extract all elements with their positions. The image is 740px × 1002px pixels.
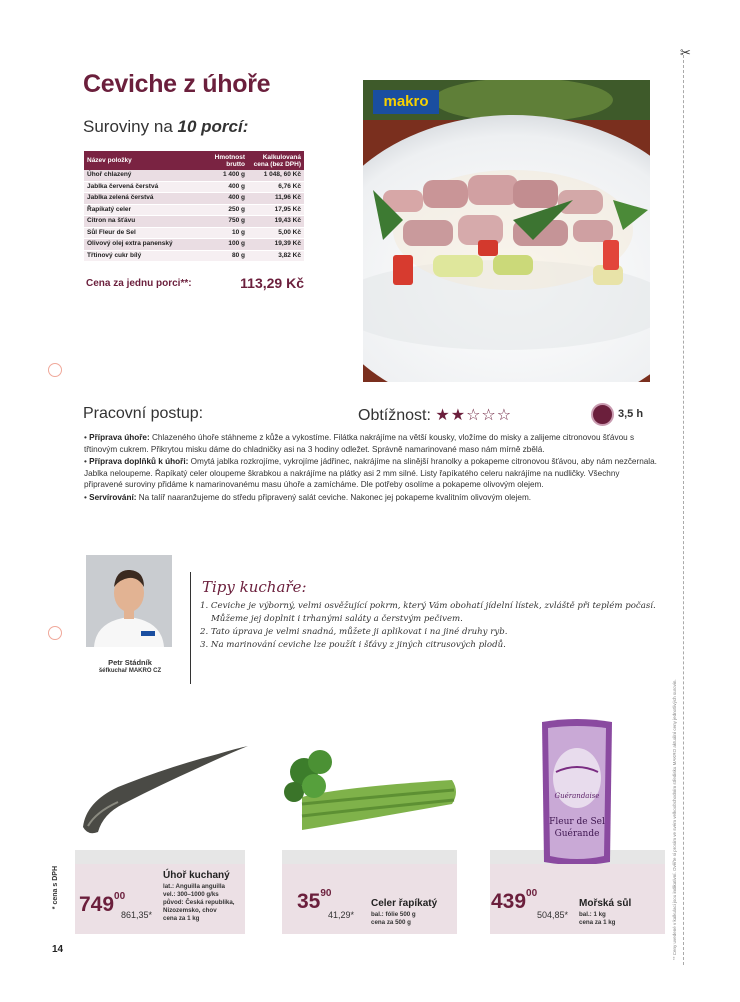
product-price-vat: 861,35* [121,910,153,920]
step-item: • Příprava úhoře: Chlazeného úhoře stáhneme z kůže a vykostíme. Filátka nakrájíme na větší kousky, vložíme do misky a zalijeme citronovou šťávou s třtinovým cukrem. Přikrytou misku dáme do chladničky asi na 3 hodiny odležet. Správně namarinované maso nám mírně zbělá. [84,433,635,454]
divider [190,572,191,684]
product-price: $35^{90}$ [297,888,332,913]
product-price-vat: 41,29* [328,910,355,920]
price-disclaimer: ** Ceny uvedené v kalkulaci jsou indikativní. Ověřte si prosím ve svém velkoobchodním středisku MAKRO aktuální ceny jednotlivých surovin. [672,679,677,960]
table-row: Olivový olej extra panenský 100 g 19,39 Kč [84,239,304,251]
dish-photo [363,80,650,382]
tip-item: 1. Ceviche je výborný, velmi osvěžující pokrm, který Vám obohatí jídelní lístek, zvláště při teplém počasí. [200,601,656,611]
product-desc: bal.: 1 kg cena za 1 kg [579,911,616,926]
chef-name: Petr Stádník [108,658,152,667]
col-header-price: Kalkulovaná cena (bez DPH) [248,151,304,170]
table-row: Třtinový cukr bílý 80 g 3,82 Kč [84,250,304,262]
product-name: Úhoř kuchaný [163,870,230,881]
product-name: Celer řapíkatý [371,898,438,909]
difficulty-label: Obtížnost: [358,407,431,424]
makro-logo: makro [373,90,439,114]
product-name: Mořská sůl [579,898,632,909]
tips-list [200,600,660,652]
ingredients-table [84,151,304,262]
method-heading: Pracovní postup: [83,405,204,422]
table-row: Sůl Fleur de Sel 10 g 5,00 Kč [84,227,304,239]
chef-role: šéfkuchař MAKRO CZ [98,668,162,674]
product-price: $749^{00}$ [79,891,126,916]
salt-package-image [538,716,616,868]
product-price: $439^{00}$ [491,888,538,913]
chef-photo [86,555,172,647]
tip-item: Můžeme jej doplnit i trhanými saláty a čerstvým pečivem. [211,614,463,624]
vat-note: * cena s DPH [52,866,59,910]
cut-line [683,55,684,965]
portion-price-label: Cena za jednu porci**: [86,278,192,289]
product-price-vat: 504,85* [537,910,569,920]
eel-image [78,742,253,842]
prep-time: 3,5 h [618,408,644,420]
difficulty-rating [358,405,512,425]
portion-price-value: 113,29 Kč [240,275,304,291]
difficulty-stars: ★★☆☆☆ [435,407,513,424]
salt-line2: Guérande [554,829,600,839]
punch-hole [48,626,62,640]
punch-hole [48,363,62,377]
product-band [75,850,245,864]
step-item: • Příprava doplňků k úhoři: Omytá jablka rozkrojíme, vykrojíme jádřinec, nakrájíme na slinější hranolky a pokapeme citronovou šťávou, aby nám nezčernala. Jablka neloupeme. Řapíkatý celer oloupeme škrabkou a nakrájíme na plátky asi 2 mm silné. Listy řapíkatého celeru nakrájíme na nudličky. Všechny připravené suroviny přidáme k namarinovanému masu úhoře a zamícháme. Dle potřeby osolíme a pokapeme olivovým olejem. [84,457,657,489]
portion-price-row [86,275,304,293]
method-steps [84,432,659,504]
tip-item: 3. Na marinování ceviche lze použít i šťávy z jiných citrusových plodů. [200,640,506,650]
tips-title: Tipy kuchaře: [202,578,307,596]
step-item: • Servírování: Na talíř naaranžujeme do středu připravený salát ceviche. Nakonec jej pokapeme kvalitním olivovým olejem. [84,492,532,502]
recipe-title: Ceviche z úhoře [83,70,271,98]
servings-heading: Suroviny na 10 porcí: [83,117,249,136]
col-header-name: Název položky [84,151,208,170]
salt-line1: Fleur de Sel [549,817,605,827]
tip-item: 2. Tato úprava je velmi snadná, můžete ji aplikovat i na jiné druhy ryb. [200,627,508,637]
col-header-weight: Hmotnost brutto [208,151,248,170]
clock-icon [591,403,614,426]
product-band [282,850,457,864]
table-row: Řapíkatý celer 250 g 17,95 Kč [84,204,304,216]
product-desc: lat.: Anguilla anguilla vel.: 300–1000 g/ks původ: Česká republika, Nizozemsko, chov cena za 1 kg [163,883,235,922]
page-number: 14 [52,944,64,955]
salt-brand: Guérandaise [554,792,600,800]
product-desc: bal.: fólie 500 g cena za 500 g [371,911,416,926]
celery-image [282,742,458,842]
table-row: Jablka zelená čerstvá 400 g 11,96 Kč [84,193,304,205]
table-row: Citron na šťávu 750 g 19,43 Kč [84,216,304,228]
table-row: Úhoř chlazený 1 400 g 1 048, 60 Kč [84,170,304,181]
scissors-icon: ✂ [680,45,691,60]
table-row: Jablka červená čerstvá 400 g 6,76 Kč [84,181,304,193]
